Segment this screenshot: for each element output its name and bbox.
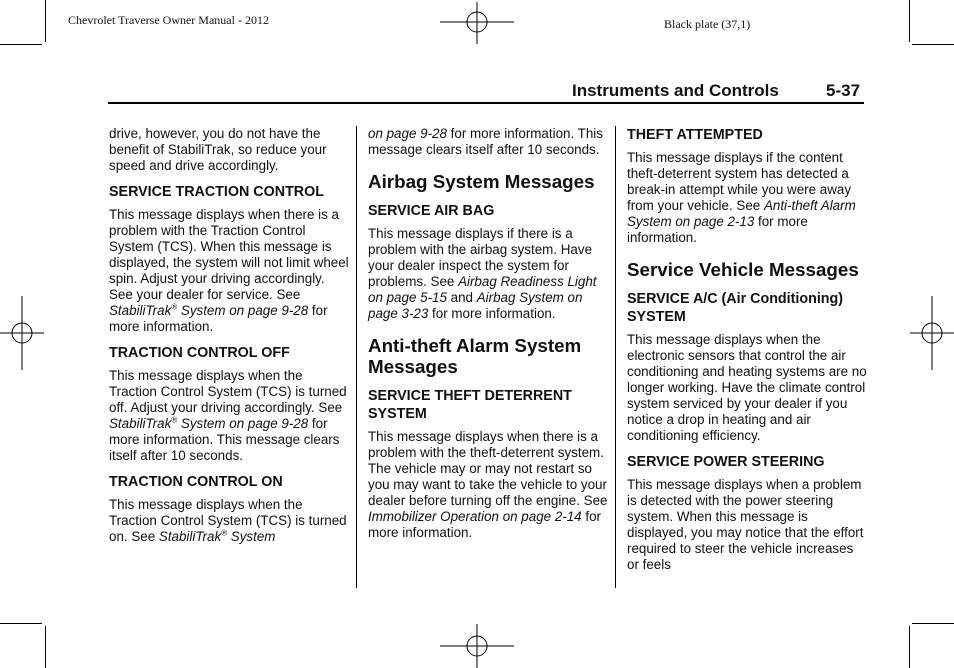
column-1 — [109, 126, 349, 545]
registration-mark-left — [0, 296, 44, 370]
heading-service-ac-system: SERVICE A/C (Air Conditioning) SYSTEM — [627, 291, 844, 325]
paragraph: This message displays when the electronic sensors that control the air conditioning and heating systems are no longer working. Have the climate control system serviced by your dealer if you notice a drop in heating and air conditioning efficiency. — [627, 332, 867, 443]
paragraph: This message displays when a problem is detected with the power steering system. When this message is displayed, you may notice that the effort required to steer the vehicle increases or feels — [627, 477, 864, 572]
heading-service-traction-control: SERVICE TRACTION CONTROL — [109, 184, 324, 200]
cross-reference-link[interactable]: StabiliTrak® System on page 9-28 — [109, 302, 309, 318]
column-2 — [368, 126, 608, 541]
cross-reference-link[interactable]: Airbag Readiness Light on page 5-15 — [368, 274, 597, 305]
column-3 — [627, 126, 867, 573]
paragraph: This message displays if the content theft-deterrent system has detected a break-in attempt while you were away from your vehicle. See Anti-theft Alarm System on page 2-13 for more information. — [627, 150, 856, 245]
column-divider-1 — [356, 126, 357, 588]
registration-mark-top — [440, 2, 514, 44]
section-title: Instruments and Controls — [572, 81, 779, 100]
heading-service-power-steering: SERVICE POWER STEERING — [627, 454, 825, 470]
cross-reference-link[interactable]: on page 9-28 — [368, 126, 447, 141]
column-divider-2 — [615, 126, 616, 588]
heading-service-theft-deterrent-system: SERVICE THEFT DETERRENT SYSTEM — [368, 388, 572, 422]
cross-reference-link[interactable]: Immobilizer Operation on page 2-14 — [368, 509, 582, 524]
registration-mark-right — [910, 296, 954, 370]
paragraph: drive, however, you do not have the benefit of StabiliTrak, so reduce your speed and drive accordingly. — [109, 126, 327, 173]
heading-service-vehicle-messages: Service Vehicle Messages — [627, 259, 859, 280]
heading-airbag-system-messages: Airbag System Messages — [368, 171, 595, 192]
cross-reference-link[interactable]: StabiliTrak® System — [158, 528, 276, 544]
paragraph: on page 9-28 for more information. This message clears itself after 10 seconds. — [368, 126, 603, 157]
paragraph: This message displays if there is a problem with the airbag system. Have your dealer inspect the system for problems. See Airbag Readiness Light on page 5-15 and Airbag System on page 3-23 for more information. — [368, 226, 597, 321]
paragraph: This message displays when there is a problem with the theft-deterrent system. The vehicle may or may not restart so you may want to take the vehicle to your dealer before turning off the engine. See Immobilizer Operation on page 2-14 for more information. — [368, 429, 608, 540]
cross-reference-link[interactable]: Airbag System on page 3-23 — [368, 290, 583, 321]
heading-anti-theft-alarm-system-messages: Anti-theft Alarm System Messages — [368, 335, 582, 377]
page-number: 5-37 — [826, 81, 861, 100]
heading-service-air-bag: SERVICE AIR BAG — [368, 203, 495, 219]
heading-traction-control-off: TRACTION CONTROL OFF — [109, 345, 290, 361]
registration-mark-bottom — [440, 624, 514, 668]
header-rule — [108, 102, 864, 104]
paragraph: This message displays when the Traction Control System (TCS) is turned on. See StabiliTrak® System — [109, 497, 347, 544]
paragraph: This message displays when the Traction Control System (TCS) is turned off. Adjust your driving accordingly. See StabiliTrak® System on page 9-28 for more information. This message clears itself after 10 seconds. — [109, 368, 347, 463]
cross-reference-link[interactable]: StabiliTrak® System on page 9-28 — [109, 415, 309, 431]
plate-label: Black plate (37,1) — [664, 17, 751, 31]
heading-traction-control-on: TRACTION CONTROL ON — [109, 474, 283, 490]
manual-title: Chevrolet Traverse Owner Manual - 2012 — [68, 13, 269, 27]
paragraph: This message displays when there is a problem with the Traction Control System (TCS). When this message is displayed, the system will not limit wheel spin. Adjust your driving accordingly. See your dealer for service. See StabiliTrak® System on page 9-28 for more information. — [109, 207, 349, 334]
cross-reference-link[interactable]: Anti-theft Alarm System on page 2-13 — [627, 198, 856, 229]
heading-theft-attempted: THEFT ATTEMPTED — [627, 127, 763, 143]
